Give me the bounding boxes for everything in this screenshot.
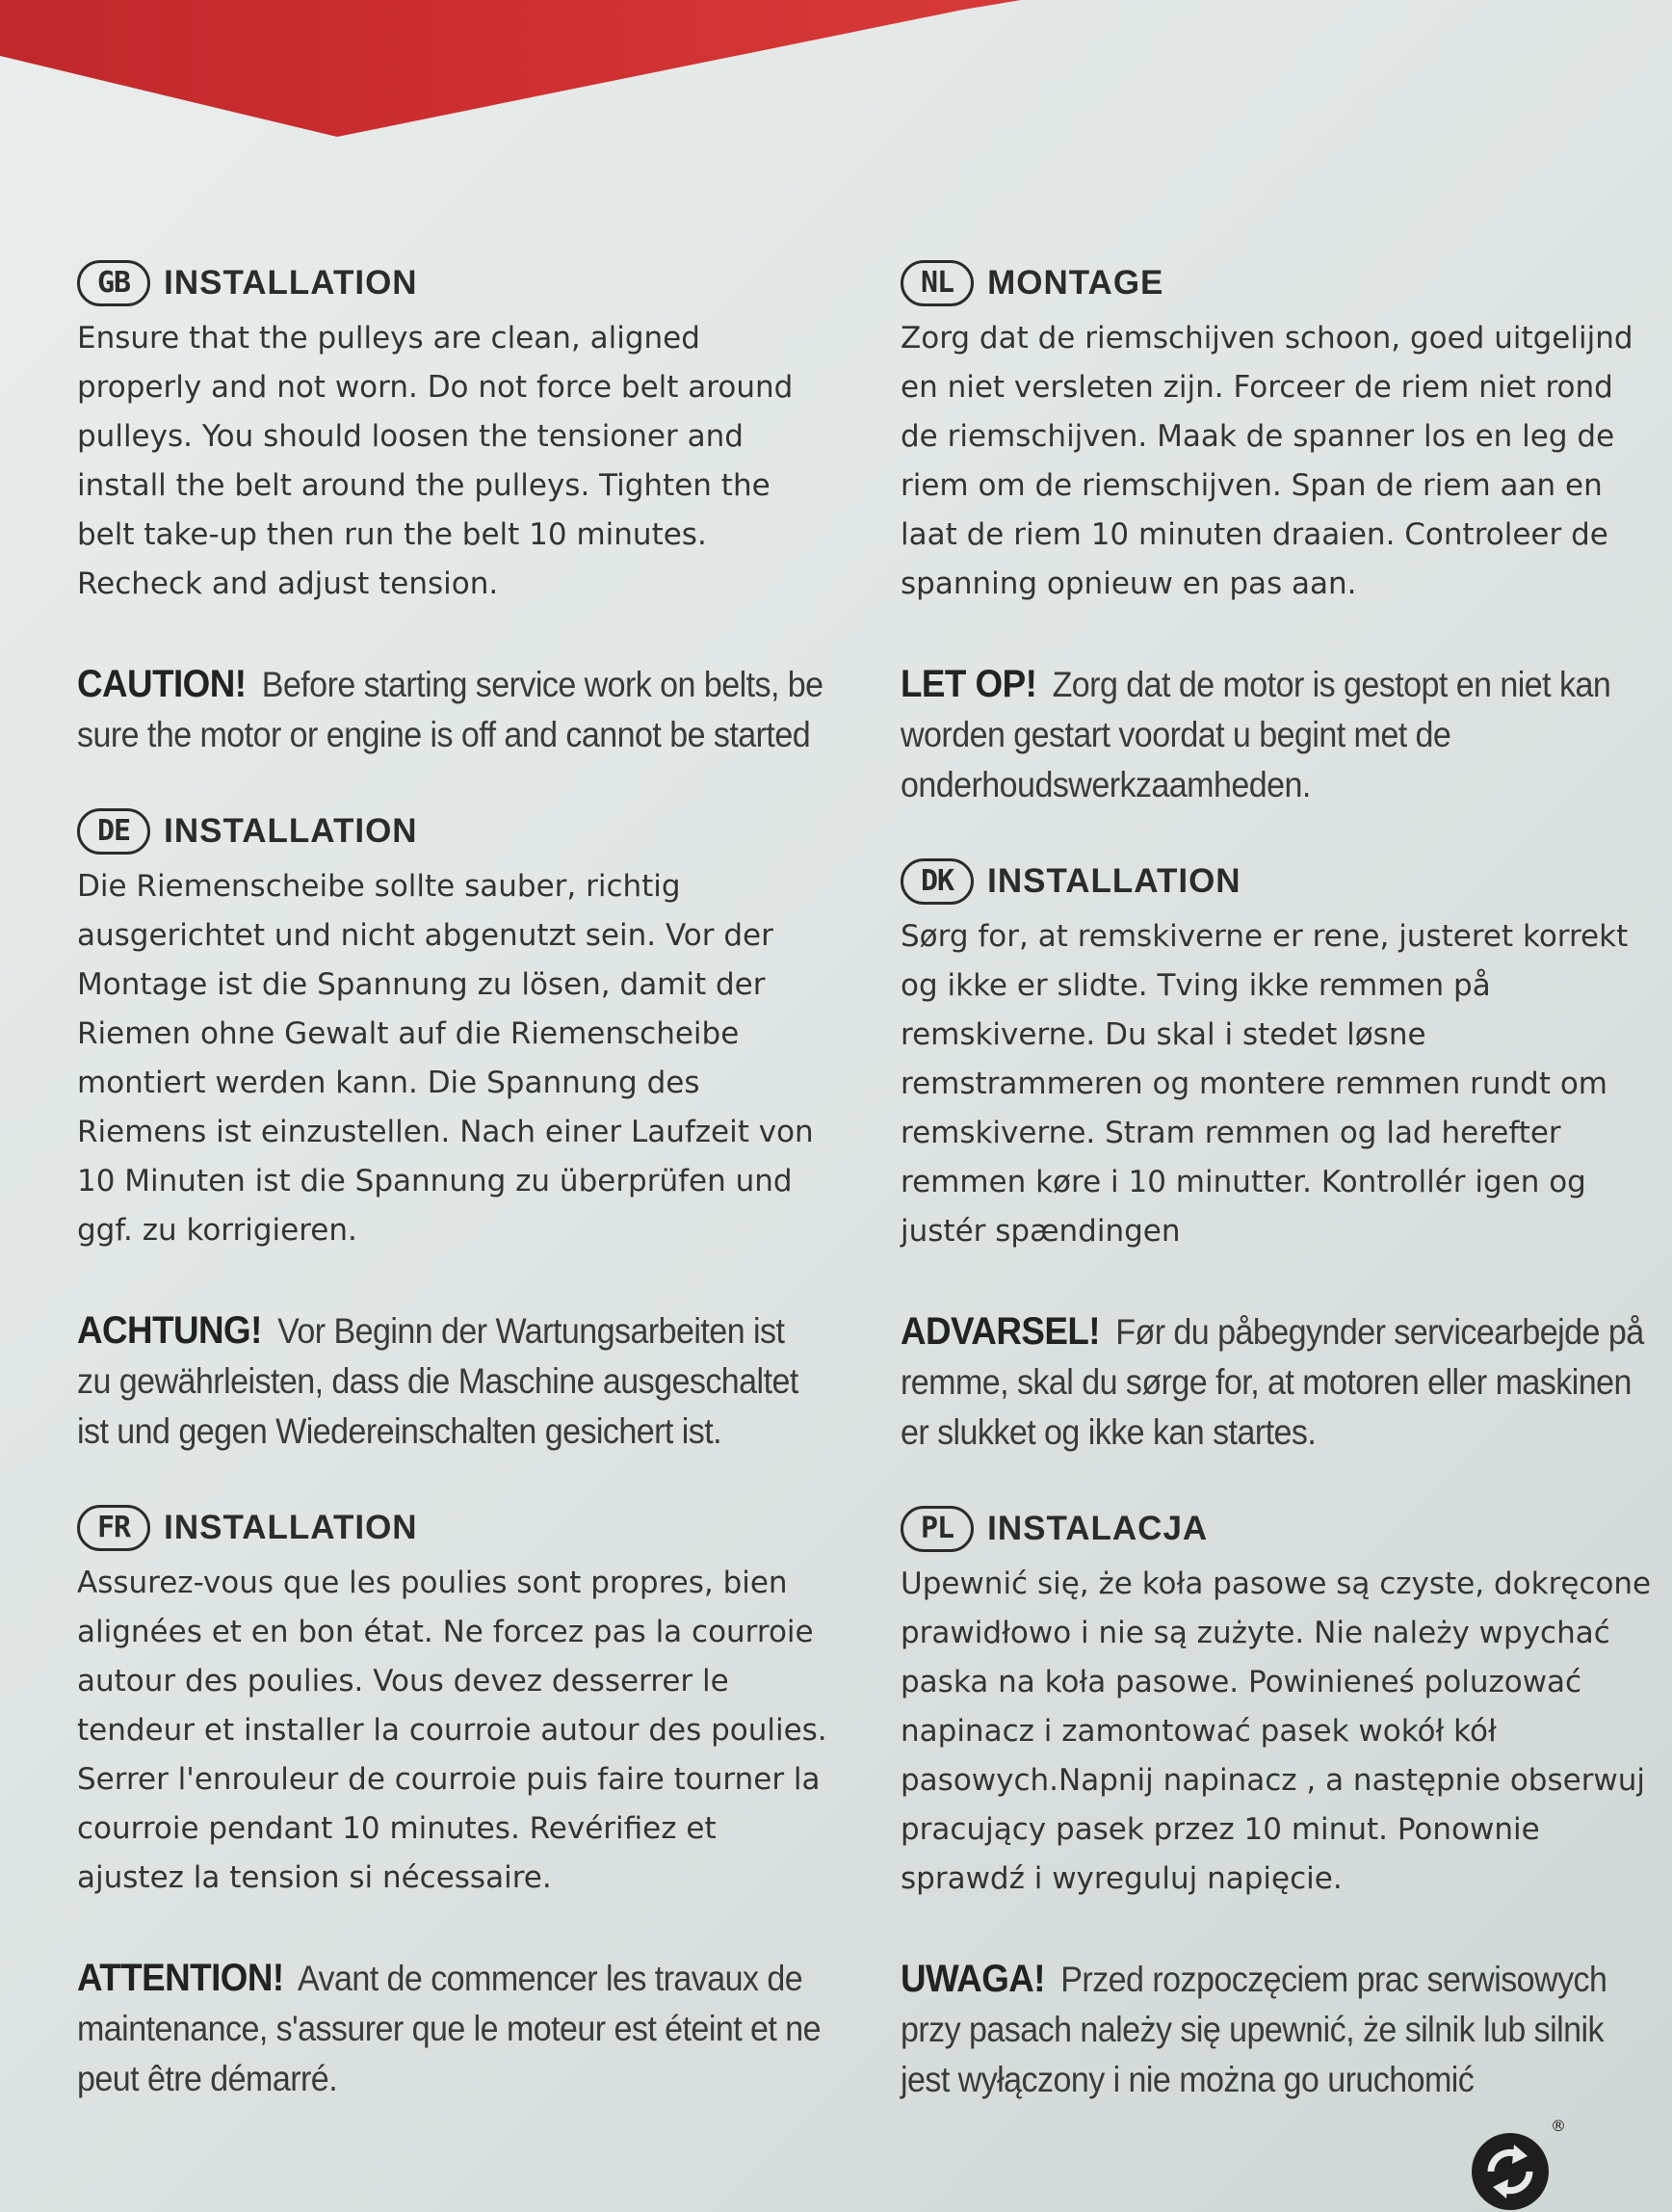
section-fr-text: Assurez-vous que les poulies sont propres, bien alignées et en bon état. Ne forcez pas la courroie autour des poulies. Vous devez desserrer le tendeur et installer la courroie autour des poulies. Serrer l'enrouleur de courroie puis faire tourner la courroie pendant 10 minutes. Revérifiez et ajustez la tension si nécessaire. bbox=[77, 1566, 827, 1895]
warning-dk-label: ADVARSEL! bbox=[901, 1310, 1100, 1353]
section-nl-header bbox=[901, 260, 1652, 306]
warning-de bbox=[77, 1305, 823, 1457]
left-column bbox=[77, 260, 828, 2152]
section-de-title: INSTALLATION bbox=[164, 812, 418, 850]
warning-fr-label: ATTENTION! bbox=[77, 1957, 284, 1999]
warning-gb bbox=[77, 659, 823, 760]
section-gb bbox=[77, 260, 828, 609]
section-de-text: Die Riemenscheibe sollte sauber, richtig ausgerichtet und nicht abgenutzt sein. Vor der Montage ist die Spannung zu lösen, damit der Riemen ohne Gewalt auf die Riemenscheibe montiert werden kann. Die Spannung des Riemens ist einzustellen. Nach einer Laufzeit von 10 Minuten ist die Spannung zu überprüfen und ggf. zu korrigieren. bbox=[77, 869, 814, 1248]
warning-nl-text: Zorg dat de motor is gestopt en niet kan worden gestart voordat u begint met de onderhoudswerkzaamheden. bbox=[901, 665, 1611, 804]
warning-nl-label: LET OP! bbox=[901, 663, 1037, 705]
warning-pl bbox=[901, 1954, 1647, 2105]
language-badge-de: DE bbox=[77, 808, 150, 855]
section-dk-text: Sørg for, at remskiverne er rene, justeret korrekt og ikke er slidte. Tving ikke remmen på remskiverne. Du skal i stedet løsne remstrammeren og montere remmen rundt om remskiverne. Stram remmen og lad herefter remmen køre i 10 minutter. Kontrollér igen og justér spændingen bbox=[901, 919, 1629, 1249]
right-column bbox=[901, 260, 1652, 2153]
language-badge-fr: FR bbox=[77, 1505, 150, 1551]
warning-gb-label: CAUTION! bbox=[77, 663, 247, 705]
language-badge-pl: PL bbox=[901, 1506, 974, 1552]
warning-gb-text: Before starting service work on belts, be sure the motor or engine is off and cannot be started bbox=[77, 665, 823, 754]
section-pl bbox=[901, 1506, 1652, 1904]
warning-nl bbox=[901, 659, 1647, 810]
section-pl-text: Upewnić się, że koła pasowe są czyste, dokręcone prawidłowo i nie są zużyte. Nie należy wpychać paska na koła pasowe. Powinieneś poluzować napinacz i zamontować pasek wokół kół pasowych.Napnij napinacz , a następnie obserwuj pracujący pasek przez 10 minut. Ponownie sprawdź i wyreguluj napięcie. bbox=[901, 1567, 1652, 1896]
section-fr bbox=[77, 1505, 828, 1903]
section-dk-header bbox=[901, 858, 1652, 905]
registered-mark: ® bbox=[1551, 2117, 1566, 2135]
section-dk bbox=[901, 858, 1652, 1256]
top-red-banner bbox=[0, 0, 1672, 145]
section-fr-title: INSTALLATION bbox=[164, 1509, 418, 1546]
warning-de-label: ACHTUNG! bbox=[77, 1309, 262, 1352]
language-badge-nl: NL bbox=[901, 260, 974, 306]
warning-de-text: Vor Beginn der Wartungsarbeiten ist zu gewährleisten, dass die Maschine ausgeschaltet ist und gegen Wiedereinschalten gesichert ist. bbox=[77, 1311, 798, 1451]
section-gb-header bbox=[77, 260, 828, 306]
warning-pl-label: UWAGA! bbox=[901, 1958, 1046, 2000]
section-de-header bbox=[77, 808, 828, 855]
section-pl-header bbox=[901, 1506, 1652, 1552]
section-pl-title: INSTALACJA bbox=[987, 1510, 1209, 1547]
warning-fr bbox=[77, 1953, 823, 2104]
warning-fr-text: Avant de commencer les travaux de maintenance, s'assurer que le moteur est éteint et ne peut être démarré. bbox=[77, 1959, 821, 2098]
section-dk-title: INSTALLATION bbox=[987, 862, 1241, 900]
language-badge-gb: GB bbox=[77, 260, 150, 306]
section-nl-title: MONTAGE bbox=[987, 264, 1164, 302]
section-fr-header bbox=[77, 1505, 828, 1551]
green-dot-recycling-icon bbox=[1462, 2116, 1568, 2212]
section-de bbox=[77, 808, 828, 1255]
section-nl bbox=[901, 260, 1652, 609]
section-nl-text: Zorg dat de riemschijven schoon, goed uitgelijnd en niet versleten zijn. Forceer de riem niet rond de riemschijven. Maak de spanner los en leg de riem om de riemschijven. Span de riem aan en laat de riem 10 minuten draaien. Controleer de spanning opnieuw en pas aan. bbox=[901, 321, 1633, 601]
warning-pl-text: Przed rozpoczęciem prac serwisowych przy pasach należy się upewnić, że silnik lub silnik jest wyłączony i nie można go uruchomić bbox=[901, 1960, 1607, 2099]
section-gb-title: INSTALLATION bbox=[164, 264, 418, 302]
warning-dk-text: Før du påbegynder servicearbejde på remme, skal du sørge for, at motoren eller maskinen er slukket og ikke kan startes. bbox=[901, 1312, 1644, 1452]
language-badge-dk: DK bbox=[901, 858, 974, 905]
warning-dk bbox=[901, 1306, 1647, 1458]
section-gb-text: Ensure that the pulleys are clean, aligned properly and not worn. Do not force belt around pulleys. You should loosen the tensioner and install the belt around the pulleys. Tighten the belt take-up then run the belt 10 minutes. Recheck and adjust tension. bbox=[77, 321, 794, 601]
